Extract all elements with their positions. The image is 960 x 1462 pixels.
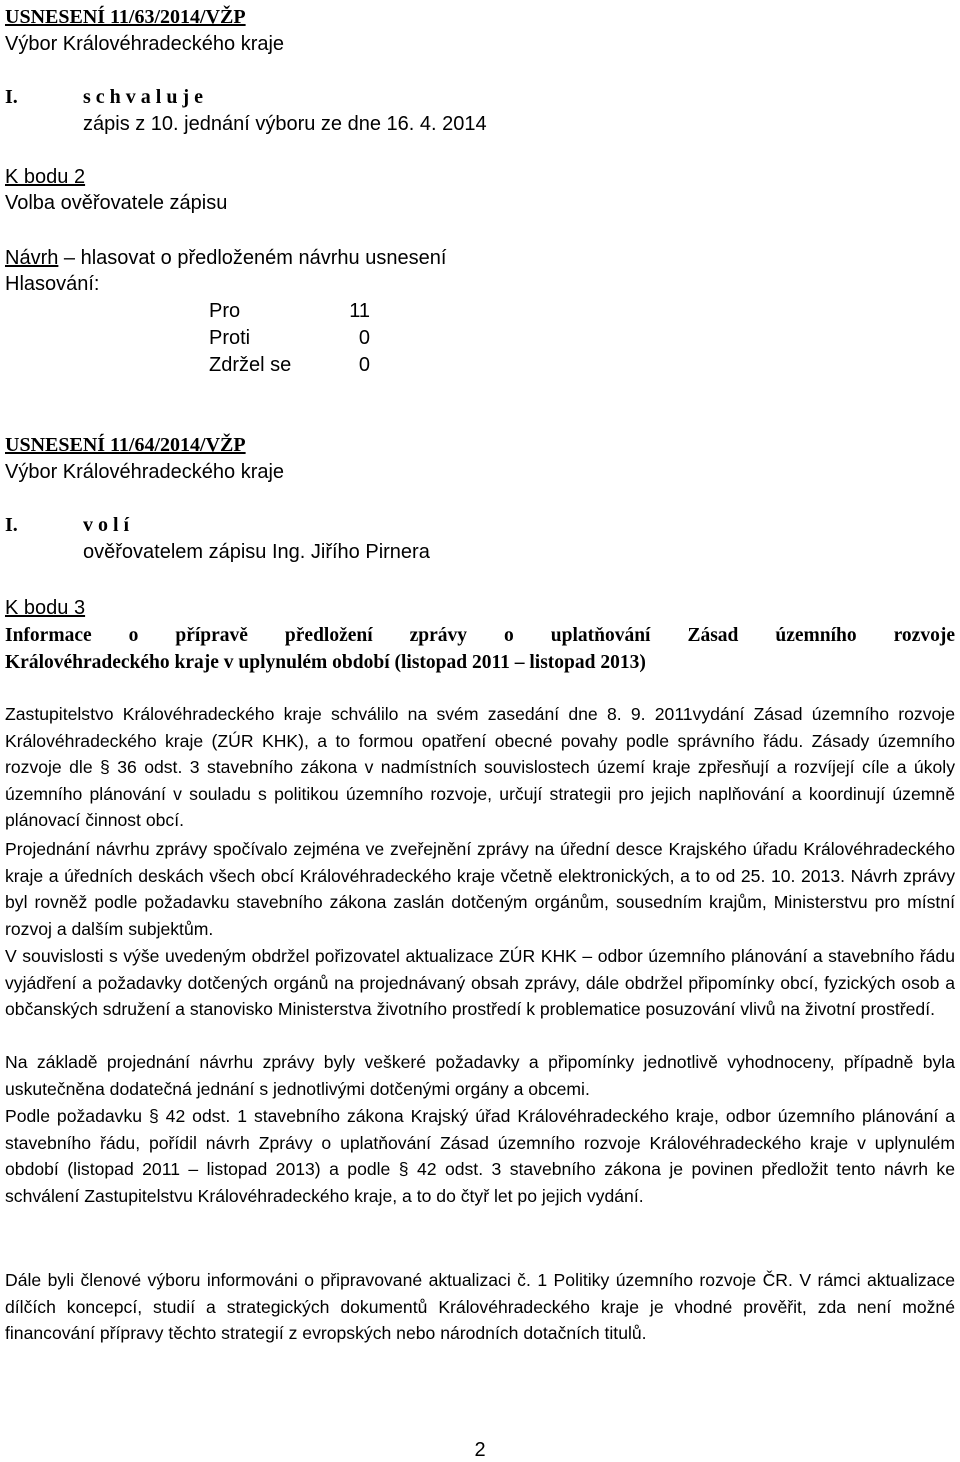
point3-title-line2: Královéhradeckého kraje v uplynulém období (listopad 2011 – listopad 2013) [5, 652, 646, 673]
paragraph-3: V souvislosti s výše uvedeným obdržel pořizovatel aktualizace ZÚR KHK – odbor územního plánování a stavebního řádu vyjádření a požadavky dotčených orgánů na projednávaný obsah zprávy, dále obdržel připomínky obcí, fyzických osob a občanských sdružení a stanovisko Ministerstva životního prostředí k problematice posuzování vlivů na životní prostředí. [5, 946, 955, 1019]
proposal-label: Návrh [5, 247, 59, 269]
resolution1-committee: Výbor Královéhradeckého kraje [5, 33, 285, 55]
page-number: 2 [474, 1439, 486, 1461]
resolution2-committee: Výbor Královéhradeckého kraje [5, 461, 285, 483]
vote-against-value: 0 [358, 327, 370, 349]
point3-title-line1: Informace o přípravě předložení zprávy o uplatňování Zásad územního rozvoje [5, 625, 955, 646]
point2-proposal [5, 245, 446, 271]
voting-label: Hlasování: [5, 273, 100, 295]
paragraph-6: Dále byli členové výboru informováni o připravované aktualizaci č. 1 Politiky územního rozvoje ČR. V rámci aktualizace dílčích koncepcí, studií a strategických dokumentů Královéhradeckého kraje je vhodné prověřit, zda není možné financování přípravy těchto strategií z evropských nebo národních dotačních titulů. [5, 1270, 955, 1343]
vote-for-label: Pro [209, 300, 241, 322]
resolution1-verb: s c h v a l u j e [83, 86, 203, 108]
resolution1-item-number: I. [5, 86, 18, 108]
resolution2-text: ověřovatelem zápisu Ing. Jiřího Pirnera [83, 541, 430, 563]
paragraph-2: Projednání návrhu zprávy spočívalo zejména ve zveřejnění zprávy na úřední desce Krajského úřadu Královéhradeckého kraje a úředních deskách všech obcí Královéhradeckého kraje včetně elektronických, a to od 25. 10. 2013. Návrh zprávy byl rovněž podle požadavku stavebního zákona zaslán dotčeným orgánům, sousedním krajům, Ministerstvu pro místní rozvoj a dalším subjektům. [5, 839, 955, 939]
point2-title: Volba ověřovatele zápisu [5, 192, 228, 214]
vote-against-label: Proti [209, 327, 251, 349]
paragraph-4: Na základě projednání návrhu zprávy byly veškeré požadavky a připomínky jednotlivě vyhodnoceny, případně byla uskutečněna dodatečná jednání s jednotlivými dotčenými orgány a obcemi. [5, 1052, 955, 1099]
point2-label: K bodu 2 [5, 166, 86, 188]
vote-for-value: 11 [349, 300, 370, 322]
resolution2-item-number: I. [5, 514, 18, 536]
resolution2-verb: v o l í [83, 514, 130, 536]
paragraph-5: Podle požadavku § 42 odst. 1 stavebního zákona Krajský úřad Královéhradeckého kraje, odbor územního plánování a stavebního řádu, pořídil návrh Zprávy o uplatňování Zásad územního rozvoje Královéhradeckého kraje v uplynulém období (listopad 2011 – listopad 2013) a podle § 42 odst. 3 stavebního zákona je povinen předložit tento návrh ke schválení Zastupitelstvu Královéhradeckého kraje, a to do čtyř let po jejich vydání. [5, 1106, 955, 1206]
point3-label: K bodu 3 [5, 597, 86, 619]
resolution2-title: USNESENÍ 11/64/2014/VŽP [5, 434, 246, 456]
resolution1-title: USNESENÍ 11/63/2014/VŽP [5, 6, 246, 28]
proposal-text: – hlasovat o předloženém návrhu usnesení [58, 247, 447, 269]
resolution1-text: zápis z 10. jednání výboru ze dne 16. 4. 2014 [83, 113, 487, 135]
vote-abstain-value: 0 [358, 354, 370, 376]
paragraph-1: Zastupitelstvo Královéhradeckého kraje schválilo na svém zasedání dne 8. 9. 2011vydání Zásad územního rozvoje Královéhradeckého kraje (ZÚR KHK), a to formou opatření obecné povahy podle správního řádu. Zásady územního rozvoje dle § 36 odst. 3 stavebního zákona v nadmístních souvislostech území kraje zpřesňují a rozvíjejí cíle a úkoly územního plánování v souladu s politikou územního rozvoje, určují strategii pro jejich naplňování a koordinují územně plánovací činnost obcí. [5, 704, 955, 830]
vote-abstain-label: Zdržel se [209, 354, 292, 376]
